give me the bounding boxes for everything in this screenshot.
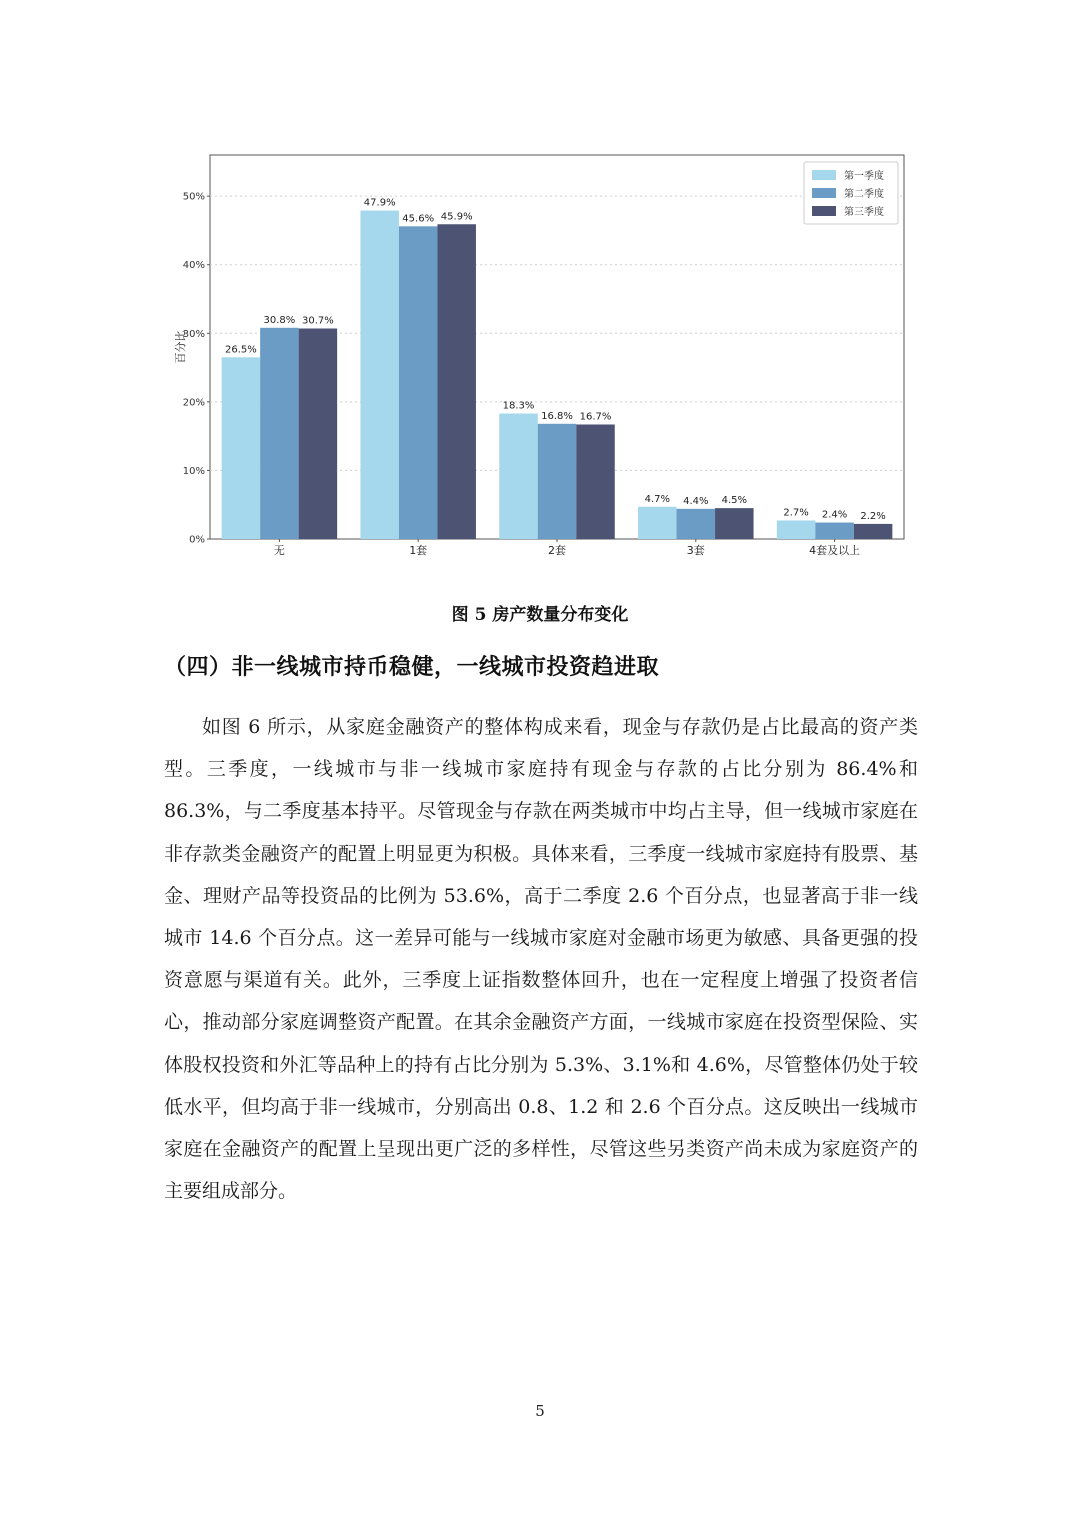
bar-data-label: 30.7% xyxy=(302,315,334,327)
bar-data-label: 30.8% xyxy=(263,314,296,326)
x-category-label: 3套 xyxy=(686,544,705,557)
x-category-label: 2套 xyxy=(548,544,566,557)
y-tick-label: 10% xyxy=(182,465,205,477)
bar xyxy=(715,508,754,539)
bar-data-label: 45.9% xyxy=(440,211,473,223)
legend-swatch xyxy=(812,170,836,180)
bar xyxy=(437,224,476,539)
bar xyxy=(576,424,615,539)
bar xyxy=(299,328,338,539)
bar xyxy=(222,357,261,539)
bar-data-label: 4.5% xyxy=(721,495,748,507)
bar xyxy=(815,523,854,539)
bar-data-label: 2.2% xyxy=(860,510,886,522)
bar-data-label: 2.7% xyxy=(783,507,809,519)
bar xyxy=(499,414,538,539)
bar-data-label: 4.4% xyxy=(683,495,709,507)
bar-data-label: 45.6% xyxy=(402,213,435,225)
bar xyxy=(360,211,399,539)
bar xyxy=(538,424,577,539)
section-heading: （四）非一线城市持币稳健，一线城市投资趋进取 xyxy=(164,655,660,680)
y-tick-label: 50% xyxy=(182,191,205,203)
legend-swatch xyxy=(812,188,836,198)
y-axis-label: 百分比 xyxy=(174,330,187,364)
bar-data-label: 47.9% xyxy=(363,197,396,209)
legend-label: 第二季度 xyxy=(844,189,884,200)
y-tick-label: 30% xyxy=(182,328,205,340)
legend-label: 第三季度 xyxy=(844,207,884,218)
bar xyxy=(399,226,438,539)
x-category-label: 无 xyxy=(273,544,285,557)
chart-svg xyxy=(176,150,916,570)
bar xyxy=(638,507,677,539)
bar-data-label: 26.5% xyxy=(225,344,257,356)
bar xyxy=(854,524,893,539)
y-tick-label: 20% xyxy=(182,397,205,409)
bar xyxy=(260,328,299,539)
bar-data-label: 4.7% xyxy=(644,493,671,505)
legend-label: 第一季度 xyxy=(844,171,884,182)
x-category-label: 4套及以上 xyxy=(809,544,861,557)
bar-data-label: 18.3% xyxy=(502,400,535,412)
bar-chart xyxy=(176,150,916,570)
page-number: 5 xyxy=(535,1402,545,1420)
y-tick-label: 0% xyxy=(189,534,205,546)
bar xyxy=(777,520,816,539)
bar-data-label: 16.8% xyxy=(541,410,573,422)
bar-data-label: 2.4% xyxy=(821,509,848,521)
bar-data-label: 16.7% xyxy=(579,411,612,423)
legend-swatch xyxy=(812,206,836,216)
y-tick-label: 40% xyxy=(182,260,205,272)
x-category-label: 1套 xyxy=(409,544,428,557)
bar xyxy=(677,509,716,539)
figure-caption: 图 5 房产数量分布变化 xyxy=(451,605,629,625)
body-paragraph: 如图 6 所示，从家庭金融资产的整体构成来看，现金与存款仍是占比最高的资产类型。三季度，一线城市与非一线城市家庭持有现金与存款的占比分别为 86.4%和 86.3%，与二季度基本持平。尽管现金与存款在两类城市中均占主导，但一线城市家庭在非存款类金融资产的配置上明显更为积极。具体来看，三季度一线城市家庭持有股票、基金、理财产品等投资品的比例为 53.6%，高于二季度 2.6 个百分点，也显著高于非一线城市 14.6 个百分点。这一差异可能与一线城市家庭对金融市场更为敏感、具备更强的投资意愿与渠道有关。此外，三季度上证指数整体回升，也在一定程度上增强了投资者信心，推动部分家庭调整资产配置。在其余金融资产方面，一线城市家庭在投资型保险、实体股权投资和外汇等品种上的持有占比分别为 5.3%、3.1%和 4.6%，尽管整体仍处于较低水平，但均高于非一线城市，分别高出 0.8、1.2 和 2.6 个百分点。这反映出一线城市家庭在金融资产的配置上呈现出更广泛的多样性，尽管这些另类资产尚未成为家庭资产的主要组成部分。 xyxy=(164,716,918,1203)
